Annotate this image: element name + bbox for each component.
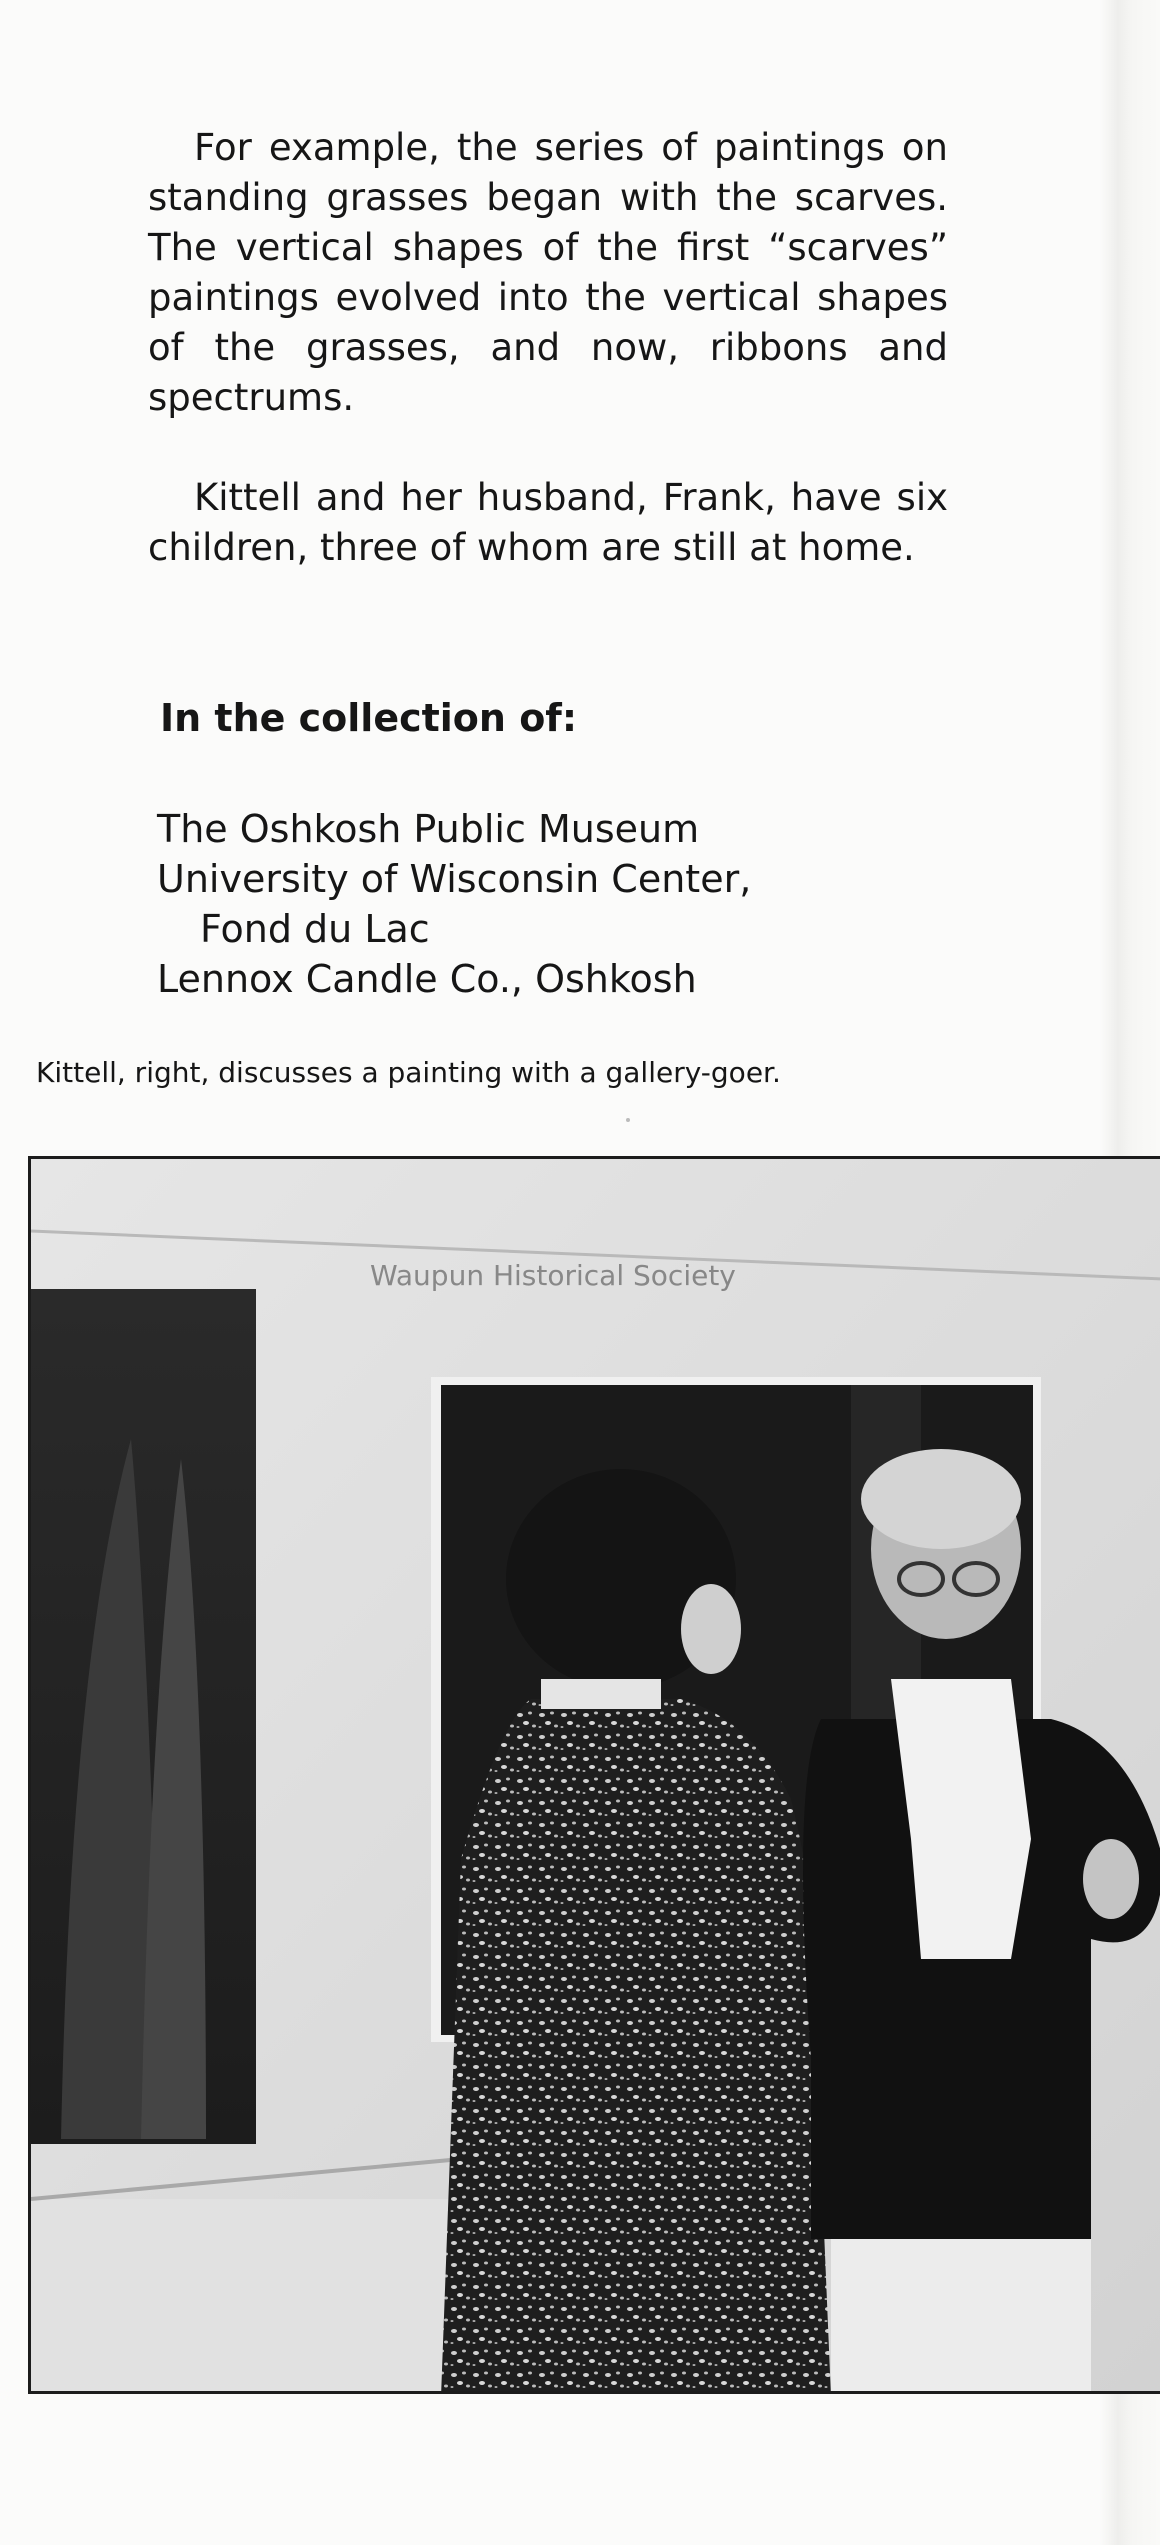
collection-heading: In the collection of: (160, 696, 578, 740)
photo-caption: Kittell, right, discusses a painting with a gallery-goer. (36, 1056, 781, 1089)
scan-speck (626, 1118, 630, 1122)
paragraph-text: Kittell and her husband, Frank, have six children, three of whom are still at home. (148, 476, 948, 569)
paragraph-text: For example, the series of paintings on standing grasses began with the scarves. The vertical shapes of the first “scarves” paintings evolved into the vertical shapes of the grasses, and now, ribbons and spectrums. (148, 126, 948, 419)
collection-item: Fond du Lac (200, 907, 430, 951)
collection-item: University of Wisconsin Center, (157, 857, 752, 901)
collection-item: The Oshkosh Public Museum (157, 807, 700, 851)
watermark-text: Waupun Historical Society (370, 1259, 736, 1292)
body-paragraph-family (148, 473, 948, 573)
collection-list (157, 804, 751, 1004)
gallery-photo (28, 1156, 1160, 2394)
collection-item: Lennox Candle Co., Oshkosh (157, 957, 697, 1001)
body-paragraph-scarves (148, 123, 948, 423)
gallery-photo-illustration (31, 1159, 1160, 2394)
